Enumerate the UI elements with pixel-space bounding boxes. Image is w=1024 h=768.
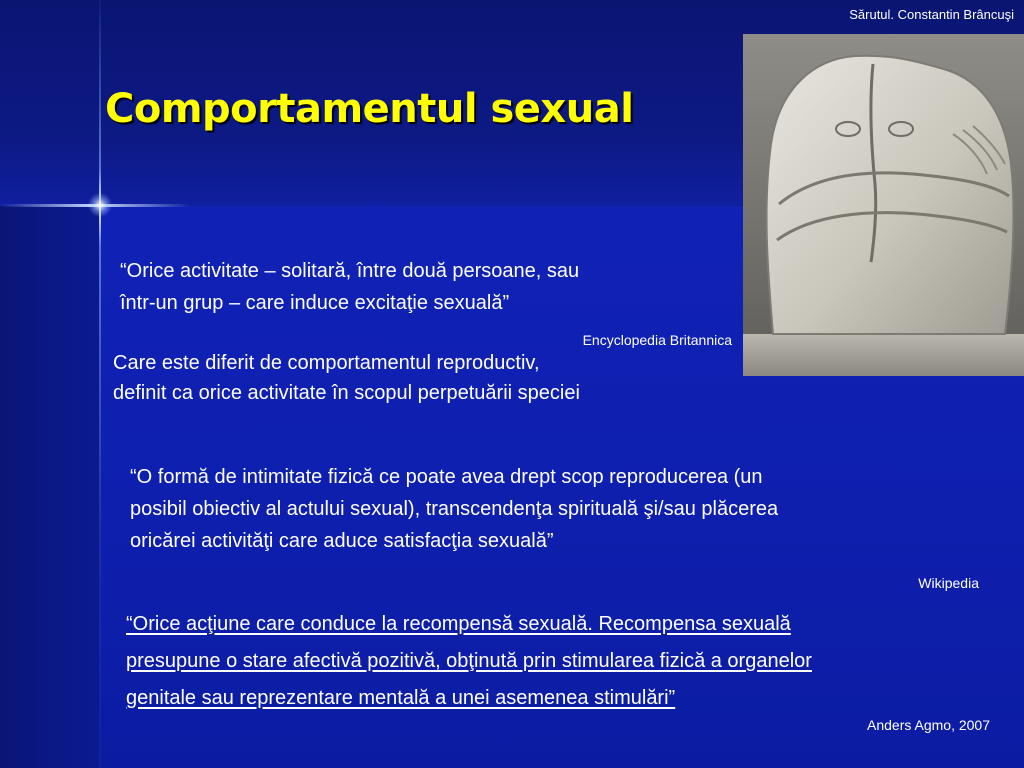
source-agmo: Anders Agmo, 2007 (867, 717, 990, 733)
light-flare-vertical (99, 0, 101, 768)
quote-wikipedia (130, 461, 778, 557)
quote-line: “O formă de intimitate fizică ce poate avea drept scop reproducerea (un (130, 466, 763, 488)
quote-line: într-un grup – care induce excitaţie sexuală” (120, 292, 510, 314)
definition-line: Care este diferit de comportamentul reproductiv, (113, 352, 540, 374)
reproductive-definition (113, 348, 580, 408)
definition-line: definit ca orice activitate în scopul perpetuării speciei (113, 382, 580, 404)
quote-line: “Orice activitate – solitară, între două persoane, sau (120, 260, 580, 282)
quote-line: presupune o stare afectivă pozitivă, obţinută prin stimularea fizică a organelor (126, 650, 812, 672)
slide-title: Comportamentul sexual (105, 86, 634, 132)
quote-britannica (120, 255, 579, 319)
source-wikipedia: Wikipedia (918, 575, 979, 591)
quote-line: oricărei activităţi care aduce satisfacţia sexuală” (130, 530, 554, 552)
quote-agmo (126, 606, 812, 717)
quote-line: genitale sau reprezentare mentală a unei asemenea stimulări” (126, 687, 676, 709)
background-left-band (0, 206, 100, 768)
quote-line: posibil obiectiv al actului sexual), transcendenţa spirituală şi/sau plăcerea (130, 498, 779, 520)
sculpture-image (743, 34, 1024, 376)
source-britannica: Encyclopedia Britannica (582, 332, 732, 348)
sculpture-photo (743, 34, 1024, 376)
quote-line: “Orice acţiune care conduce la recompensă sexuală. Recompensa sexuală (126, 613, 791, 635)
light-flare-glow (88, 193, 112, 217)
photo-caption: Sărutul. Constantin Brâncuşi (849, 7, 1014, 22)
